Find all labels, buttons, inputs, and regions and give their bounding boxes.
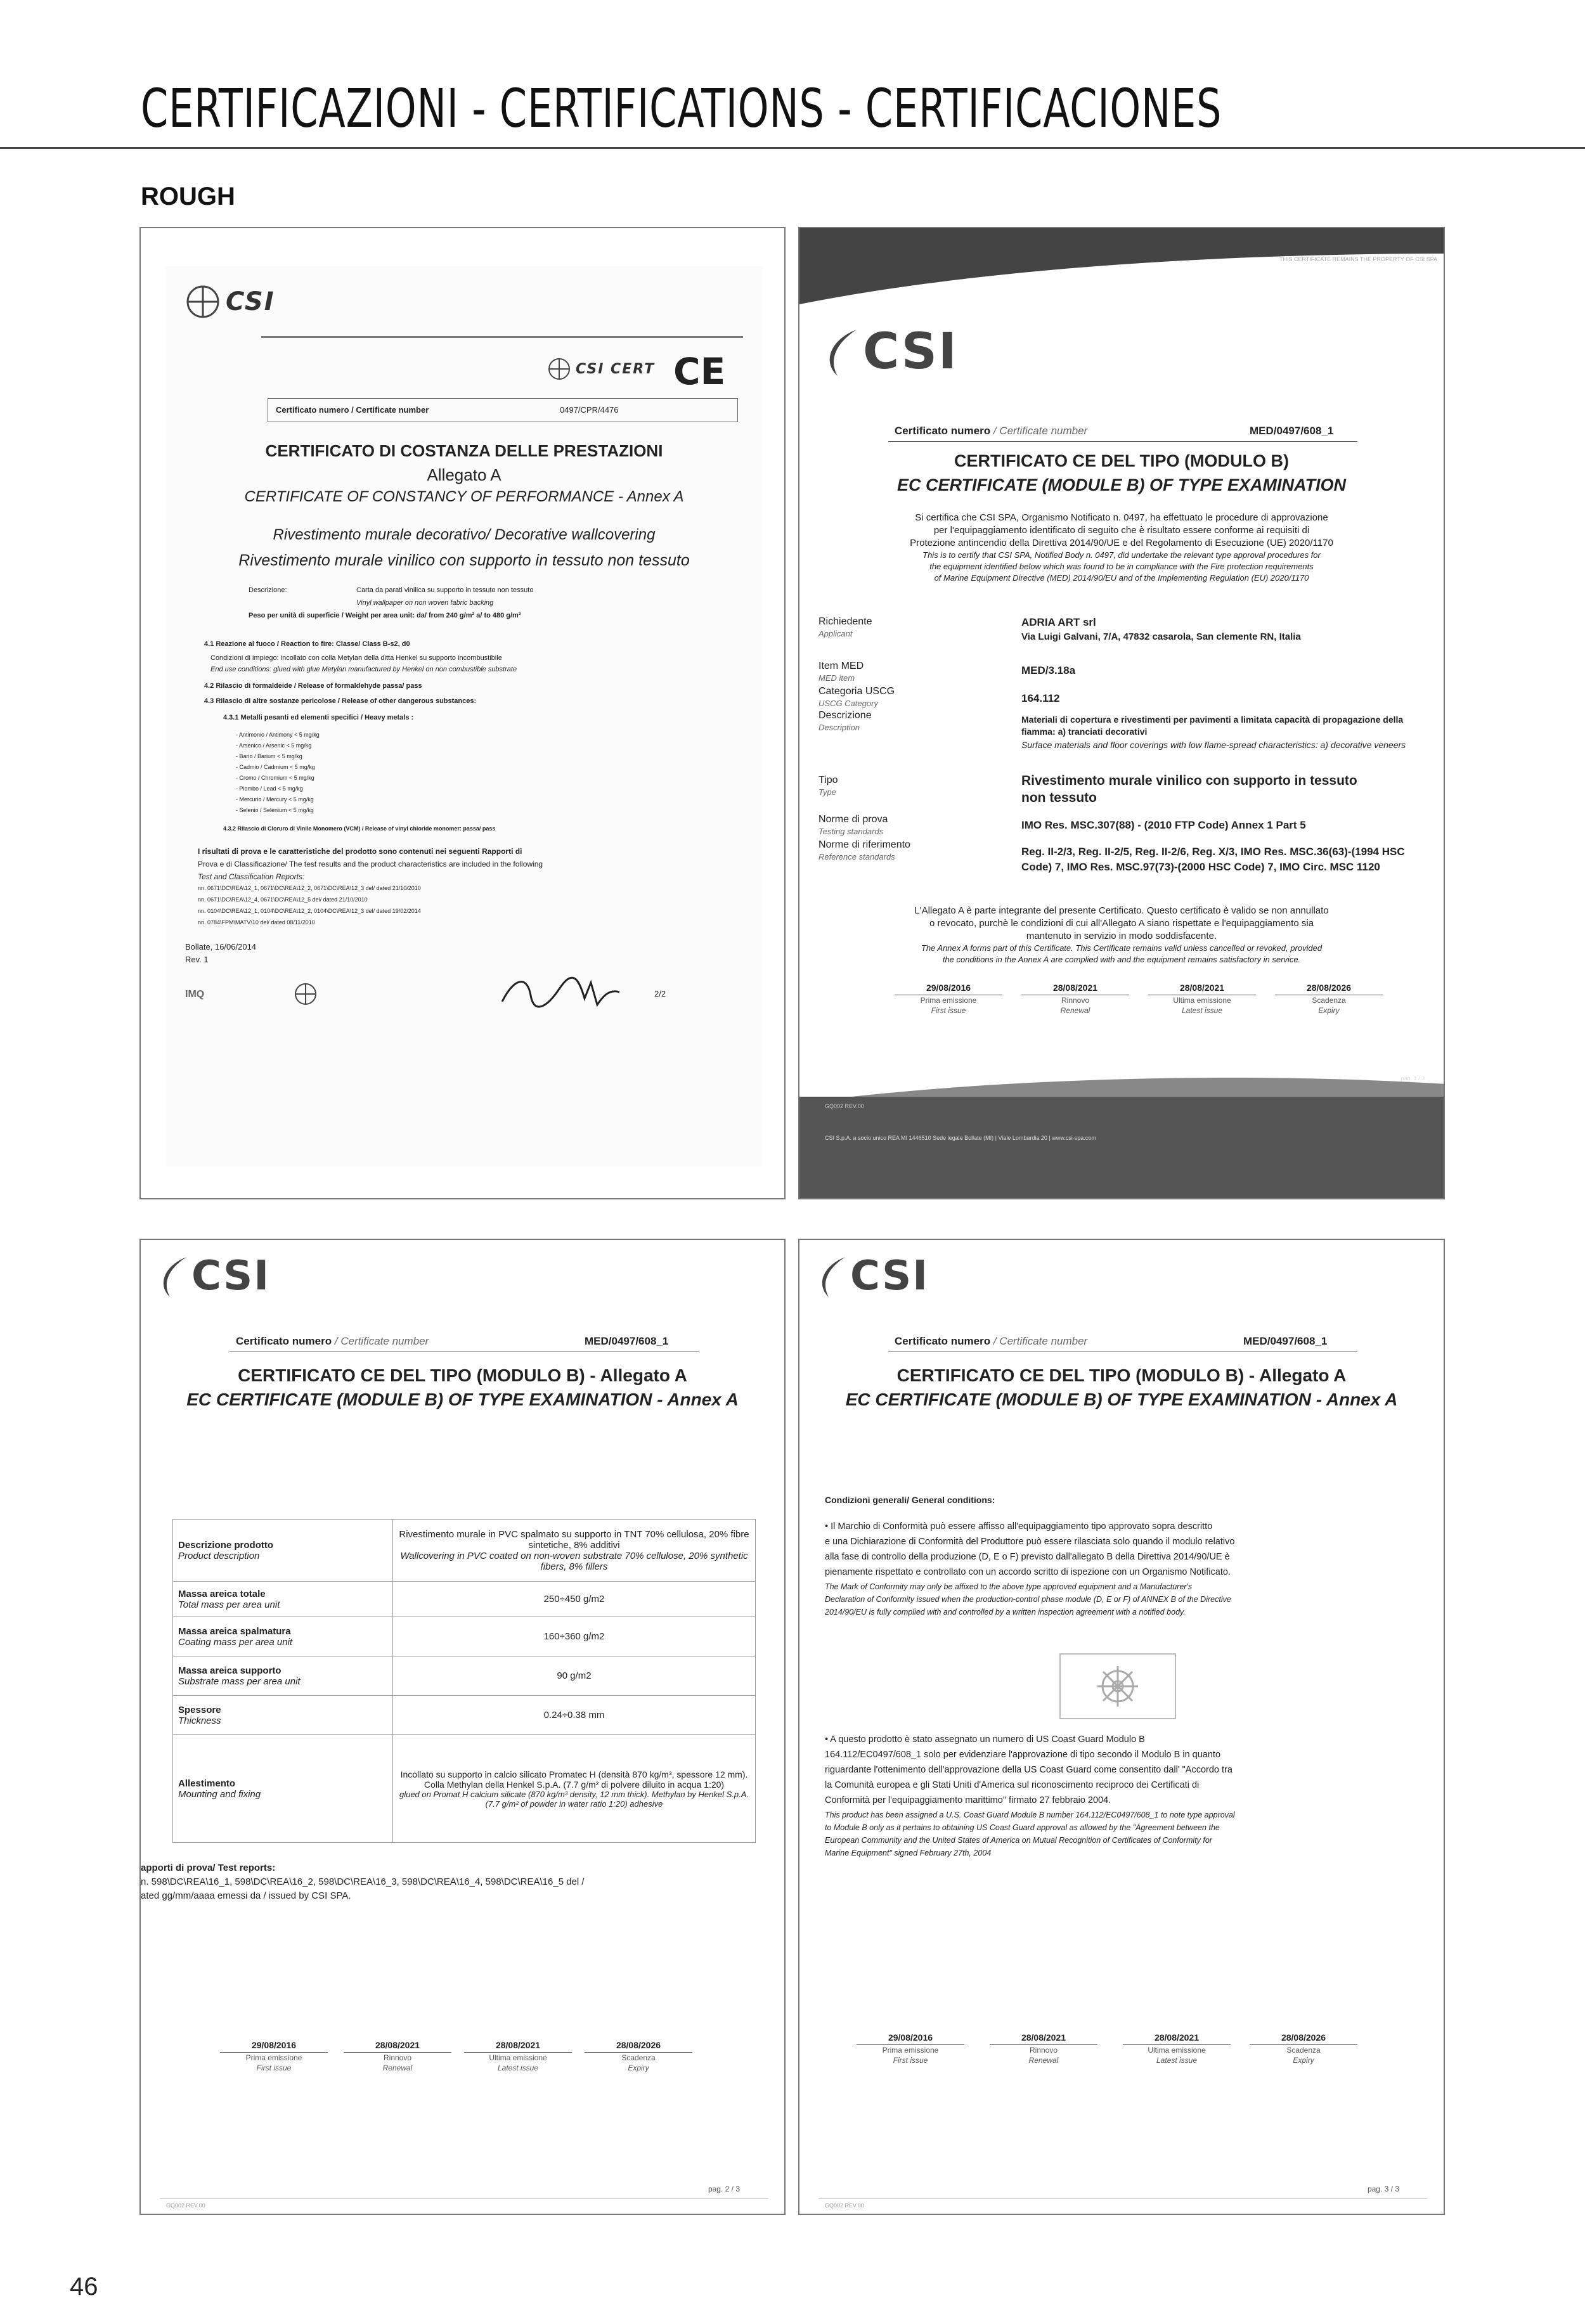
description-value: Materiali di copertura e rivestimenti per pavimenti a limitata capacità di propagazione della fiamma: a) tranciati decorativi xyxy=(1021,714,1404,737)
metal-item: - Cadmio / Cadmium < 5 mg/kg xyxy=(236,764,315,770)
form-code: GQ002 REV.00 xyxy=(825,2202,864,2209)
date-value: 28/08/2021 xyxy=(1021,983,1129,995)
doc2-page-number: pag. 1 / 3 xyxy=(1401,1075,1425,1081)
row-label-en: Product description xyxy=(178,1550,260,1561)
cert-number: MED/0497/608_1 xyxy=(1250,425,1334,437)
field-label-en: Description xyxy=(818,723,860,732)
csi-emblem-icon xyxy=(185,284,221,320)
date-value: 29/08/2016 xyxy=(220,2040,328,2053)
date-label: Ultima emissione xyxy=(489,2053,547,2062)
section-label: ROUGH xyxy=(141,183,235,210)
field-label: Norme di prova xyxy=(818,814,888,825)
applicant-address: Via Luigi Galvani, 7/A, 47832 casarola, San clemente RN, Italia xyxy=(1021,631,1301,642)
row-label-en: Substrate mass per area unit xyxy=(178,1675,301,1687)
row-label-en: Coating mass per area unit xyxy=(178,1636,293,1648)
cert-number: 0497/CPR/4476 xyxy=(560,405,619,415)
top-note: THIS CERTIFICATE REMAINS THE PROPERTY OF CSI SPA xyxy=(1279,256,1437,262)
results-line-2: Prova e di Classificazione/ The test results and the product characteristics are included in the following xyxy=(198,860,543,868)
csi-cert-logo xyxy=(547,356,655,382)
row-value: 250÷450 g/m2 xyxy=(393,1582,756,1617)
footer-text: CSI S.p.A. a socio unico REA MI 1446510 Sede legale Bollate (MI) | Viale Lombardia 20 | www.csi-spa.com xyxy=(825,1135,1096,1141)
cert-number-label xyxy=(236,1335,429,1348)
annex-line: o revocato, purchè le condizioni di cui all'Allegato A siano rispettate e l'equipaggiamento sia xyxy=(929,918,1314,929)
med-item-value: MED/3.18a xyxy=(1021,664,1076,676)
results-line-1: I risultati di prova e le caratteristiche del prodotto sono contenuti nei seguenti Rapporti di xyxy=(198,847,522,856)
footer-rule xyxy=(818,2198,1427,2199)
field-label-en: MED item xyxy=(818,673,855,683)
csi-logo-text: CSI xyxy=(191,1253,271,1300)
paragraph-line-en: Marine Equipment" signed February 27th, 2004 xyxy=(825,1849,992,1857)
annex-line: mantenuto in servizio in modo soddisfacente. xyxy=(1026,931,1217,941)
paragraph-line: la Comunità europea e gli Stati Uniti d'America sul riconoscimento reciproco dei Certificati di xyxy=(825,1780,1200,1790)
row-label: Massa areica supporto xyxy=(178,1665,281,1676)
report-item: nn. 0671\DC\REA\12_4, 0671\DC\REA\12_5 del/ dated 21/10/2010 xyxy=(198,896,368,903)
date-label: Scadenza xyxy=(1286,2046,1321,2055)
cert-number-label-en: / Certificate number xyxy=(993,1335,1088,1347)
date-value: 28/08/2021 xyxy=(1123,2032,1231,2045)
place-date: Bollate, 16/06/2014 xyxy=(185,942,257,952)
certificate-module-b-annex-page2 xyxy=(139,1239,786,2215)
intro-line-en: This is to certify that CSI SPA, Notified Body n. 0497, did undertake the relevant type approval procedures for xyxy=(922,550,1321,560)
table-row xyxy=(173,1617,756,1656)
date-latest-issue xyxy=(464,2040,572,2073)
table-row xyxy=(173,1696,756,1735)
doc-title-en: EC CERTIFICATE (MODULE B) OF TYPE EXAMINATION - Annex A xyxy=(845,1390,1398,1409)
paragraph-line-en: European Community and the United States of America on Mutual Recognition of Certificates of Conformity for xyxy=(825,1836,1212,1845)
metal-item: - Cromo / Chromium < 5 mg/kg xyxy=(236,775,314,781)
doc-subtitle: Allegato A xyxy=(427,465,501,484)
cert-number-label-it: Certificato numero xyxy=(895,1335,991,1347)
date-expiry xyxy=(1250,2032,1357,2065)
row-label: Spessore xyxy=(178,1704,221,1715)
date-value: 28/08/2026 xyxy=(1250,2032,1357,2045)
date-label-en: Renewal xyxy=(382,2063,413,2072)
date-label: Rinnovo xyxy=(383,2053,412,2062)
date-value: 28/08/2021 xyxy=(464,2040,572,2053)
description-value: Carta da parati vinilica su supporto in tessuto non tessuto xyxy=(356,586,534,594)
title-divider xyxy=(0,147,1585,149)
date-latest-issue xyxy=(1148,983,1256,1016)
csi-logo xyxy=(153,1253,270,1300)
row-label-en: Mounting and fixing xyxy=(178,1788,261,1800)
paragraph-line-en: This product has been assigned a U.S. Coast Guard Module B number 164.112/EC0497/608_1 to note type approval xyxy=(825,1811,1235,1819)
uscg-value: 164.112 xyxy=(1021,692,1060,704)
date-label: Scadenza xyxy=(1312,996,1346,1005)
paragraph-line: • Il Marchio di Conformità può essere affisso all'equipaggiamento tipo approvato sopra descritto xyxy=(825,1521,1213,1532)
date-label: Prima emissione xyxy=(920,996,977,1005)
paragraph-line-en: Declaration of Conformity issued when the production-control phase module (D, E or F) of ANNEX B of the Directive xyxy=(825,1595,1231,1604)
paragraph-line: riguardante l'ottenimento dell'approvazione della US Coast Guard come consentito dall' "Accordo tra xyxy=(825,1765,1232,1775)
date-renewal xyxy=(990,2032,1097,2065)
csi-cert-emblem-icon xyxy=(547,356,572,382)
conditions-line-en: End use conditions: glued with glue Metylan manufactured by Henkel on non combustible substrate xyxy=(210,666,517,673)
report-item: nn. 0671\DC\REA\12_1, 0671\DC\REA\12_2, 0671\DC\REA\12_3 del/ dated 21/10/2010 xyxy=(198,885,421,891)
date-first-issue xyxy=(857,2032,964,2065)
date-label-en: First issue xyxy=(256,2063,292,2072)
cert-number-label xyxy=(895,425,1087,437)
page-number: 46 xyxy=(70,2273,98,2301)
doc1-page-number: 2/2 xyxy=(654,989,666,998)
csi-logo-text: CSI xyxy=(863,323,958,380)
specs-table xyxy=(172,1519,756,1843)
doc-title: CERTIFICATO CE DEL TIPO (MODULO B) - Allegato A xyxy=(896,1365,1347,1385)
metal-item: - Arsenico / Arsenic < 5 mg/kg xyxy=(236,742,312,749)
metal-item: - Selenio / Selenium < 5 mg/kg xyxy=(236,807,314,813)
description-label: Descrizione: xyxy=(249,586,287,594)
date-label-en: First issue xyxy=(893,2056,928,2065)
conditions-line: Condizioni di impiego: incollato con colla Metylan della ditta Henkel su supporto incombustibile xyxy=(210,654,502,662)
date-label-en: Renewal xyxy=(1060,1006,1090,1015)
row-value: 160÷360 g/m2 xyxy=(393,1617,756,1656)
dangerous-line: 4.3 Rilascio di altre sostanze pericolose / Release of other dangerous substances: xyxy=(204,697,477,705)
certificate-module-b-annex-page3 xyxy=(798,1239,1445,2215)
table-row xyxy=(173,1735,756,1843)
paragraph-line-en: The Mark of Conformity may only be affixed to the above type approved equipment and a Manufacturer's xyxy=(825,1582,1193,1591)
date-label-en: Latest issue xyxy=(497,2063,539,2072)
cert-number: MED/0497/608_1 xyxy=(585,1335,669,1347)
csi-swoosh-icon xyxy=(812,1254,850,1298)
intro-line-en: of Marine Equipment Directive (MED) 2014/90/EU and of the Implementing Regulation (EU) 2020/1170 xyxy=(934,573,1309,583)
conformity-mark xyxy=(1059,1653,1176,1719)
report-item: nn. 0104\DC\REA\12_1, 0104\DC\REA\12_2, 0104\DC\REA\12_3 del/ dated 19/02/2014 xyxy=(198,908,421,914)
description-value-en: Vinyl wallpaper on non woven fabric backing xyxy=(356,599,494,607)
date-label: Ultima emissione xyxy=(1148,2046,1206,2055)
paragraph-line: Conformità per l'equipaggiamento marittimo" firmato 27 febbraio 2004. xyxy=(825,1795,1111,1805)
doc-title-en: EC CERTIFICATE (MODULE B) OF TYPE EXAMINATION xyxy=(897,475,1346,494)
csi-logo xyxy=(812,1253,929,1300)
form-code: GQ002 REV.00 xyxy=(166,2202,205,2209)
row-label: Massa areica totale xyxy=(178,1588,266,1599)
field-label: Richiedente xyxy=(818,616,872,627)
date-label-en: Expiry xyxy=(628,2063,649,2072)
paragraph-line: • A questo prodotto è stato assegnato un numero di US Coast Guard Modulo B xyxy=(825,1734,1145,1745)
cert-number-label-en: / Certificate number xyxy=(993,425,1088,437)
field-label: Categoria USCG xyxy=(818,686,895,697)
applicant-name: ADRIA ART srl xyxy=(1021,616,1096,628)
metal-item: - Mercurio / Mercury < 5 mg/kg xyxy=(236,796,314,803)
header-band xyxy=(799,228,1445,304)
doc-title-en: CERTIFICATE OF CONSTANCY OF PERFORMANCE - Annex A xyxy=(244,488,684,505)
date-label-en: First issue xyxy=(931,1006,966,1015)
doc-title: CERTIFICATO CE DEL TIPO (MODULO B) - Allegato A xyxy=(238,1365,687,1385)
paragraph-line: e una Dichiarazione di Conformità del Produttore può essere rilasciata solo quando il modulo relativo xyxy=(825,1537,1235,1547)
date-label: Prima emissione xyxy=(245,2053,302,2062)
footer-rule xyxy=(160,2198,768,2199)
date-value: 28/08/2021 xyxy=(990,2032,1097,2045)
testing-standards-value: IMO Res. MSC.307(88) - (2010 FTP Code) Annex 1 Part 5 xyxy=(1021,819,1306,831)
csi-logo-text: CSI xyxy=(226,287,275,316)
fire-reaction: 4.1 Reazione al fuoco / Reaction to fire: Classe/ Class B-s2, d0 xyxy=(204,640,410,648)
cert-number-label-en: / Certificate number xyxy=(334,1335,429,1347)
test-reports-line: n. 598\DC\REA\16_1, 598\DC\REA\16_2, 598\DC\REA\16_3, 598\DC\REA\16_4, 598\DC\REA\16_5 del / xyxy=(141,1876,585,1887)
date-label: Ultima emissione xyxy=(1173,996,1231,1005)
csi-logo xyxy=(818,323,958,380)
vcm-line: 4.3.2 Rilascio di Cloruro di Vinile Monomero (VCM) / Release of vinyl chloride monomer: passa/ pass xyxy=(223,825,496,832)
paragraph-line-en: 2014/90/EU is fully complied with and controlled by a written inspection agreement with a notified body. xyxy=(825,1608,1186,1617)
footer-wave xyxy=(799,1040,1445,1103)
date-label: Prima emissione xyxy=(882,2046,939,2055)
product-line-1: Rivestimento murale decorativo/ Decorative wallcovering xyxy=(273,526,656,543)
revision: Rev. 1 xyxy=(185,955,209,964)
description-value-en: Surface materials and floor coverings with low flame-spread characteristics: a) decorative veneers xyxy=(1021,740,1406,750)
date-value: 29/08/2016 xyxy=(895,983,1002,995)
cert-number-label-it: Certificato numero xyxy=(895,425,991,437)
doc-title: CERTIFICATO CE DEL TIPO (MODULO B) xyxy=(954,451,1289,470)
cert-number: MED/0497/608_1 xyxy=(1243,1335,1328,1347)
scanned-paper xyxy=(166,266,762,1166)
table-row xyxy=(173,1520,756,1582)
annex-line-en: The Annex A forms part of this Certificate. This Certificate remains valid unless cancelled or revoked, provided xyxy=(921,943,1323,953)
row-value: Incollato su supporto in calcio silicato Promatec H (densità 870 kg/m³, spessore 12 mm). Colla Methylan della Henkel S.p.A. (7.7 g/m² di polvere diluito in acqua 1:20) xyxy=(400,1769,748,1790)
field-label: Item MED xyxy=(818,661,864,671)
row-value-en: Wallcovering in PVC coated on non-woven substrate 70% cellulose, 20% synthetic fibers, 8% fillers xyxy=(400,1550,748,1572)
signature-icon xyxy=(496,970,623,1014)
doc4-page-number: pag. 3 / 3 xyxy=(1367,2185,1399,2193)
metal-item: - Antimonio / Antimony < 5 mg/kg xyxy=(236,732,320,738)
product-line-2: Rivestimento murale vinilico con supporto in tessuto non tessuto xyxy=(238,552,690,569)
date-latest-issue xyxy=(1123,2032,1231,2065)
field-label: Norme di riferimento xyxy=(818,839,910,850)
ships-wheel-icon xyxy=(1061,1655,1175,1718)
test-reports-label: apporti di prova/ Test reports: xyxy=(141,1862,276,1873)
metals-title: 4.3.1 Metalli pesanti ed elementi specifici / Heavy metals : xyxy=(223,714,414,721)
date-value: 28/08/2021 xyxy=(1148,983,1256,995)
annex-line-en: the conditions in the Annex A are complied with and the equipment remains satisfactory in service. xyxy=(942,955,1301,964)
cert-number-label: Certificato numero / Certificate number xyxy=(276,405,429,415)
row-label-en: Thickness xyxy=(178,1715,221,1726)
date-label: Rinnovo xyxy=(1029,2046,1058,2055)
row-label: Descrizione prodotto xyxy=(178,1539,274,1551)
date-value: 28/08/2026 xyxy=(585,2040,692,2053)
imq-logo: IMQ xyxy=(185,989,205,1000)
csi-cert-text: CSI CERT xyxy=(576,361,656,377)
paragraph-line: pienamente rispettato e controllato con un accordo scritto di ispezione con un Organismo Notificato. xyxy=(825,1567,1231,1577)
paragraph-line: 164.112/EC0497/608_1 solo per evidenziare l'approvazione di tipo secondo il Modulo B in quanto xyxy=(825,1750,1221,1760)
field-label-en: USCG Category xyxy=(818,699,878,708)
doc-title-en: EC CERTIFICATE (MODULE B) OF TYPE EXAMINATION - Annex A xyxy=(186,1390,739,1409)
field-label-en: Type xyxy=(818,787,836,797)
paragraph-line-en: to Module B only as it pertains to obtaining US Coast Guard approval as allowed by the "Agreement between the xyxy=(825,1823,1220,1832)
date-renewal xyxy=(1021,983,1129,1016)
row-value: Rivestimento murale in PVC spalmato su supporto in TNT 70% cellulosa, 20% fibre sintetiche, 8% additivi xyxy=(399,1528,749,1551)
formaldehyde-line: 4.2 Rilascio di formaldeide / Release of formaldehyde passa/ pass xyxy=(204,682,422,690)
intro-line: Protezione antincendio della Direttiva 2014/90/UE e del Regolamento di Esecuzione (UE) 2020/1170 xyxy=(910,538,1333,548)
date-expiry xyxy=(585,2040,692,2073)
report-item: nn. 0784\FPM\MATV\10 del/ dated 08/11/2010 xyxy=(198,919,315,926)
test-reports-line: ated gg/mm/aaaa emessi da / issued by CSI SPA. xyxy=(141,1890,351,1901)
cert-number-rule xyxy=(888,441,1357,442)
paragraph-line: alla fase di controllo della produzione (D, E o F) previsto dall'allegato B della Direttiva 2014/90/UE è xyxy=(825,1552,1230,1562)
field-label-en: Applicant xyxy=(818,629,853,638)
row-label: Allestimento xyxy=(178,1778,236,1789)
date-value: 28/08/2021 xyxy=(344,2040,451,2053)
date-label: Rinnovo xyxy=(1061,996,1090,1005)
intro-line: Si certifica che CSI SPA, Organismo Notificato n. 0497, ha effettuato le procedure di approvazione xyxy=(915,512,1328,523)
certificate-constancy-performance xyxy=(139,227,786,1199)
form-code: GQ002 REV.00 xyxy=(825,1103,864,1109)
field-label: Tipo xyxy=(818,775,838,785)
csi-swoosh-icon xyxy=(818,326,863,377)
cert-number-box xyxy=(268,398,738,422)
date-label-en: Renewal xyxy=(1028,2056,1059,2065)
field-label-en: Reference standards xyxy=(818,852,895,862)
field-label: Descrizione xyxy=(818,710,872,721)
date-label-en: Latest issue xyxy=(1156,2056,1198,2065)
csi-swoosh-icon xyxy=(153,1254,191,1298)
metal-item: - Piombo / Lead < 5 mg/kg xyxy=(236,785,303,792)
date-first-issue xyxy=(895,983,1002,1016)
field-label-en: Testing standards xyxy=(818,827,884,836)
annex-line: L'Allegato A è parte integrante del presente Certificato. Questo certificato è valido se non annullato xyxy=(914,905,1329,916)
conditions-label: Condizioni generali/ General conditions: xyxy=(825,1495,995,1505)
cert-number-label-it: Certificato numero xyxy=(236,1335,332,1347)
intro-line: per l'equipaggiamento identificato di seguito che è risultato essere conforme ai requisiti di xyxy=(933,525,1310,536)
date-label: Scadenza xyxy=(621,2053,656,2062)
cert-number-label xyxy=(895,1335,1087,1348)
date-first-issue xyxy=(220,2040,328,2073)
doc-title: CERTIFICATO DI COSTANZA DELLE PRESTAZIONI xyxy=(265,441,663,460)
type-value: Rivestimento murale vinilico con supporto in tessuto non tessuto xyxy=(1021,773,1357,805)
header-rule xyxy=(261,336,743,338)
ce-mark: CE xyxy=(673,350,726,393)
date-renewal xyxy=(344,2040,451,2073)
page-title: CERTIFICAZIONI - CERTIFICATIONS - CERTIFICACIONES xyxy=(141,77,1222,139)
date-label-en: Expiry xyxy=(1318,1006,1340,1015)
row-label-en: Total mass per area unit xyxy=(178,1599,280,1610)
row-value: 90 g/m2 xyxy=(393,1656,756,1696)
csi-footer-emblem-icon xyxy=(293,981,318,1007)
row-value: 0.24÷0.38 mm xyxy=(393,1696,756,1735)
csi-logo xyxy=(185,284,275,320)
table-row xyxy=(173,1656,756,1696)
date-expiry xyxy=(1275,983,1383,1016)
table-row xyxy=(173,1582,756,1617)
row-value-en: glued on Promat H calcium silicate (870 kg/m³ density, 12 mm thick). Methylan by Henkel S.p.A. (7.7 g/m² of powder in water ratio 1:20) adhesive xyxy=(399,1789,749,1809)
date-label-en: Latest issue xyxy=(1181,1006,1223,1015)
intro-line-en: the equipment identified below which was found to be in compliance with the Fire protection requirements xyxy=(929,562,1314,571)
doc3-page-number: pag. 2 / 3 xyxy=(708,2185,740,2193)
csi-logo-text: CSI xyxy=(850,1253,929,1300)
date-value: 28/08/2026 xyxy=(1275,983,1383,995)
metal-item: - Bario / Barium < 5 mg/kg xyxy=(236,753,302,759)
row-label: Massa areica spalmatura xyxy=(178,1625,291,1637)
reference-standards-value: Reg. II-2/3, Reg. II-2/5, Reg. II-2/6, Reg. X/3, IMO Res. MSC.36(63)-(1994 HSC Code) 7, IMO Res. MSC.97(73)-(2000 HSC Code) 7, IMO Circ. MSC 1120 xyxy=(1021,846,1405,873)
certificate-module-b-page1 xyxy=(798,227,1445,1199)
footer-band xyxy=(799,1097,1444,1198)
weight-line: Peso per unità di superficie / Weight per area unit: da/ from 240 g/m² a/ to 480 g/m² xyxy=(249,612,521,619)
date-value: 29/08/2016 xyxy=(857,2032,964,2045)
results-line-3: Test and Classification Reports: xyxy=(198,872,305,881)
date-label-en: Expiry xyxy=(1293,2056,1314,2065)
